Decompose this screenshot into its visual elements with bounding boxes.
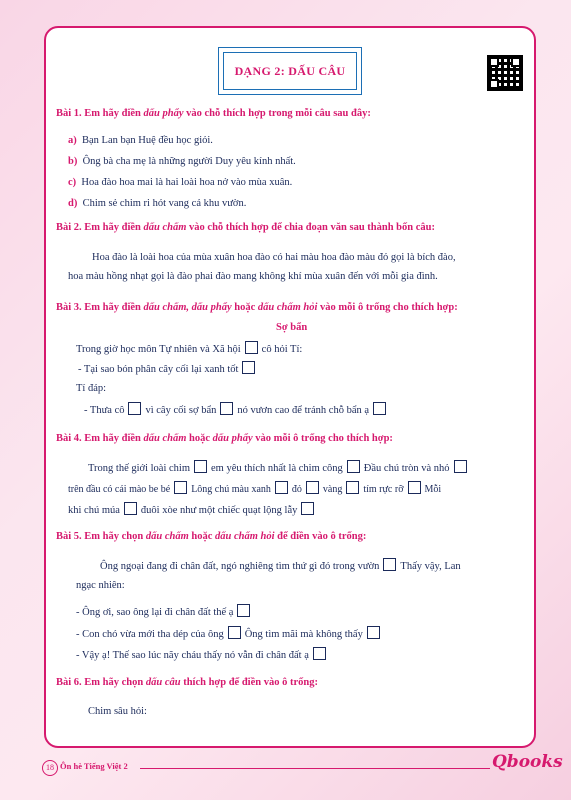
exercise-5-line-5 bbox=[76, 647, 330, 663]
heading-text: Bài 6. Em hãy chọn bbox=[56, 677, 146, 688]
heading-emphasis: dấu chấm, dấu phẩy bbox=[143, 302, 232, 313]
exercise-5-line-1 bbox=[100, 558, 461, 574]
exercise-3-line-2 bbox=[78, 361, 259, 377]
heading-text: thích hợp để điền vào ô trống: bbox=[180, 677, 318, 688]
answer-box[interactable] bbox=[174, 481, 187, 494]
answer-box[interactable] bbox=[346, 481, 359, 494]
page-number: 18 bbox=[42, 760, 58, 776]
line-text: đuôi xòe như một chiếc quạt lộng lẫy bbox=[140, 505, 298, 516]
line-text: Trong giờ học môn Tự nhiên và Xã hội bbox=[76, 344, 241, 355]
heading-text: vào mỗi ô trống cho thích hợp: bbox=[252, 433, 393, 444]
line-text: vàng bbox=[322, 484, 343, 495]
answer-box[interactable] bbox=[245, 341, 258, 354]
line-text: Trong thế giới loài chim bbox=[88, 463, 190, 474]
line-text: trên đầu có cái mào be bé bbox=[68, 484, 171, 495]
line-text: - Vậy ạ! Thế sao lúc nãy cháu thấy nó vẫn đi chân đất ạ bbox=[76, 650, 309, 661]
exercise-1-item-d bbox=[68, 197, 246, 211]
heading-text: hoặc bbox=[188, 531, 215, 542]
answer-box[interactable] bbox=[242, 361, 255, 374]
line-text: Mỗi bbox=[424, 484, 442, 495]
item-text: Bạn Lan bạn Huệ đều học giỏi. bbox=[82, 135, 213, 146]
line-text: - Tại sao bón phân cây cối lại xanh tốt bbox=[78, 364, 239, 375]
answer-box[interactable] bbox=[306, 481, 319, 494]
item-label: d) bbox=[68, 198, 78, 209]
line-text: đỏ bbox=[291, 484, 302, 495]
heading-text: vào chỗ thích hợp để chia đoạn văn sau thành bốn câu: bbox=[186, 222, 435, 233]
exercise-4-line-3 bbox=[68, 502, 318, 518]
item-text: Chim sẻ chim ri hót vang cả khu vườn. bbox=[82, 198, 247, 209]
exercise-6-line-1: Chim sâu hỏi: bbox=[88, 706, 147, 717]
exercise-2-heading bbox=[56, 221, 435, 235]
section-title-frame bbox=[218, 47, 362, 95]
exercise-5-line-2: ngạc nhiên: bbox=[76, 580, 125, 591]
heading-text: Bài 3. Em hãy điền bbox=[56, 302, 144, 313]
heading-emphasis: dấu chấm hỏi bbox=[257, 302, 318, 313]
answer-box[interactable] bbox=[301, 502, 314, 515]
answer-box[interactable] bbox=[124, 502, 137, 515]
heading-text: vào mỗi ô trống cho thích hợp: bbox=[317, 302, 458, 313]
answer-box[interactable] bbox=[347, 460, 360, 473]
heading-text: vào chỗ thích hợp trong mỗi câu sau đây: bbox=[183, 108, 371, 119]
exercise-2-line-2: hoa màu hồng nhạt gọi là đào phai đào mang không khí mùa xuân đến với mỗi gia đình. bbox=[68, 271, 438, 282]
exercise-1-item-b bbox=[68, 155, 296, 169]
heading-text: Bài 1. Em hãy điền bbox=[56, 108, 144, 119]
heading-text: Bài 2. Em hãy điền bbox=[56, 222, 144, 233]
heading-emphasis: dấu phẩy bbox=[143, 108, 184, 119]
exercise-5-line-4 bbox=[76, 626, 384, 642]
publisher-logo: Qbooks bbox=[492, 752, 563, 772]
exercise-3-line-3: Tí đáp: bbox=[76, 383, 107, 394]
line-text: - Ông ơi, sao ông lại đi chân đất thế ạ bbox=[76, 607, 234, 618]
answer-box[interactable] bbox=[367, 626, 380, 639]
exercise-2-line-1: Hoa đào là loài hoa của mùa xuân hoa đào có hai màu hoa đào màu đỏ gọi là bích đào, bbox=[92, 252, 456, 263]
line-text: Thấy vậy, Lan bbox=[400, 561, 461, 572]
heading-emphasis: dấu chấm bbox=[143, 222, 187, 233]
line-text: - Con chó vừa mới tha dép của ông bbox=[76, 629, 224, 640]
line-text: tím rực rỡ bbox=[363, 484, 404, 495]
exercise-1-heading bbox=[56, 107, 371, 121]
line-text: Đầu chú tròn và nhỏ bbox=[363, 463, 450, 474]
exercise-3-line-1 bbox=[76, 341, 302, 357]
answer-box[interactable] bbox=[194, 460, 207, 473]
exercise-5-heading bbox=[56, 530, 366, 544]
exercise-1-item-a bbox=[68, 134, 213, 148]
item-text: Hoa đào hoa mai là hai loài hoa nở vào mùa xuân. bbox=[81, 177, 293, 188]
answer-box[interactable] bbox=[383, 558, 396, 571]
heading-text: hoặc bbox=[186, 433, 213, 444]
footer-divider bbox=[140, 768, 490, 769]
answer-box[interactable] bbox=[128, 402, 141, 415]
heading-text: để điền vào ô trống: bbox=[274, 531, 367, 542]
answer-box[interactable] bbox=[228, 626, 241, 639]
line-text: Lông chú màu xanh bbox=[191, 484, 271, 495]
exercise-1-item-c bbox=[68, 176, 292, 190]
heading-emphasis: dấu chấm bbox=[145, 531, 189, 542]
item-text: Ông bà cha mẹ là những người Duy yêu kính nhất. bbox=[82, 156, 296, 167]
item-label: a) bbox=[68, 135, 77, 146]
line-text: cô hỏi Tí: bbox=[261, 344, 303, 355]
item-label: b) bbox=[68, 156, 78, 167]
line-text: Ông tìm mãi mà không thấy bbox=[244, 629, 363, 640]
exercise-4-heading bbox=[56, 432, 393, 446]
heading-emphasis: dấu chấm bbox=[143, 433, 187, 444]
qr-code-icon bbox=[487, 55, 523, 91]
exercise-3-heading bbox=[56, 301, 458, 315]
heading-text: hoặc bbox=[231, 302, 258, 313]
line-text: Ông ngoại đang đi chân đất, ngó nghiêng tìm thứ gì đó trong vườn bbox=[100, 561, 380, 572]
answer-box[interactable] bbox=[408, 481, 421, 494]
footer-book-title: Ôn hè Tiếng Việt 2 bbox=[60, 761, 128, 771]
exercise-3-line-4 bbox=[84, 402, 390, 418]
answer-box[interactable] bbox=[237, 604, 250, 617]
item-label: c) bbox=[68, 177, 77, 188]
answer-box[interactable] bbox=[313, 647, 326, 660]
answer-box[interactable] bbox=[373, 402, 386, 415]
line-text: khi chú múa bbox=[68, 505, 120, 516]
line-text: nó vươn cao để tránh chỗ bẩn ạ bbox=[237, 405, 370, 416]
exercise-6-heading bbox=[56, 676, 318, 690]
story-title: Sợ bẩn bbox=[276, 322, 308, 333]
section-title: DẠNG 2: DẤU CÂU bbox=[234, 64, 346, 78]
answer-box[interactable] bbox=[220, 402, 233, 415]
line-text: vì cây cối sợ bẩn bbox=[145, 405, 217, 416]
heading-emphasis: dấu chấm hỏi bbox=[215, 531, 275, 542]
answer-box[interactable] bbox=[275, 481, 288, 494]
line-text: - Thưa cô bbox=[84, 405, 125, 416]
heading-text: Bài 5. Em hãy chọn bbox=[56, 531, 146, 542]
line-text: em yêu thích nhất là chim công bbox=[211, 463, 343, 474]
exercise-5-line-3 bbox=[76, 604, 254, 620]
heading-text: Bài 4. Em hãy điền bbox=[56, 433, 144, 444]
answer-box[interactable] bbox=[454, 460, 467, 473]
exercise-4-line-2 bbox=[68, 481, 441, 497]
heading-emphasis: dấu phẩy bbox=[212, 433, 253, 444]
exercise-4-line-1 bbox=[88, 460, 471, 476]
heading-emphasis: dấu câu bbox=[145, 677, 181, 688]
